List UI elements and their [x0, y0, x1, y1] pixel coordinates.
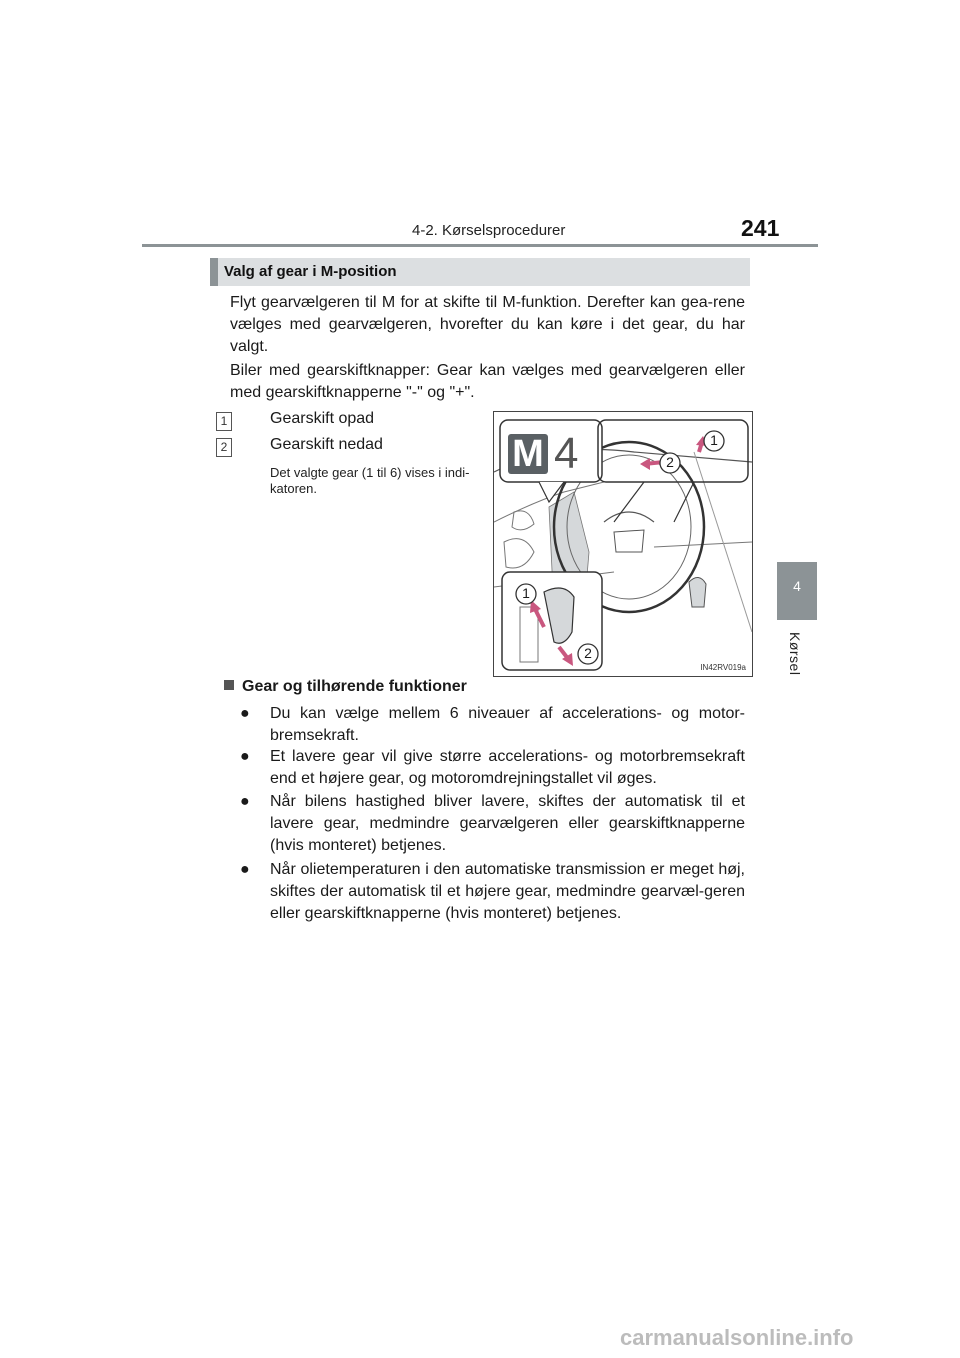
list-item [240, 791, 745, 857]
section-title: 4-2. Kørselsprocedurer [412, 222, 566, 239]
callout-number: 2 [666, 454, 674, 470]
item-label: Gearskift nedad [270, 436, 383, 453]
list-item [240, 703, 745, 747]
bullet-text: Du kan vælge mellem 6 niveauer af accelerations- og motor-bremsekraft. [270, 705, 745, 744]
intro-paragraph: Flyt gearvælgeren til M for at skifte til M-funktion. Derefter kan gea-rene vælges med gearvælgeren, hvorefter du kan køre i det gear, du har valgt. [230, 294, 745, 355]
display-digit: 4 [554, 429, 579, 478]
display-letter: M [512, 433, 544, 475]
list-item [240, 746, 745, 790]
callout-number: 2 [584, 645, 592, 661]
bullet-icon: ● [240, 705, 250, 722]
chapter-tab-label: Kørsel [787, 632, 803, 676]
bullet-text: Når olietemperaturen i den automatiske transmission er meget høj, skiftes der automatisk til et højere gear, medmindre gearvæl-geren eller gearskiftknapperne (hvis monteret) betjenes. [270, 861, 745, 922]
callout-number: 1 [522, 585, 530, 601]
bullet-text: Når bilens hastighed bliver lavere, skiftes der automatisk til et lavere gear, medmindre gearvælgeren eller gearskiftknapperne (hvis monteret) betjenes. [270, 793, 745, 854]
list-item [240, 859, 745, 925]
page-number: 241 [741, 215, 780, 241]
chapter-tab-number: 4 [793, 578, 801, 594]
gear-illustration [493, 411, 753, 677]
callout-number: 1 [710, 432, 718, 448]
watermark: carmanualsonline.info [620, 1325, 854, 1350]
buttons-paragraph: Biler med gearskiftknapper: Gear kan vælges med gearvælgeren eller med gearskiftknapperne "-" og "+". [230, 362, 745, 401]
subheading [224, 678, 467, 696]
bullet-text: Et lavere gear vil give større accelerations- og motorbremsekraft end et højere gear, og motoromdrejningstallet vil øges. [270, 748, 745, 787]
item-number-box: 2 [216, 438, 232, 457]
item-number-box: 1 [216, 412, 232, 431]
item-label: Gearskift opad [270, 410, 375, 427]
indicator-note: Det valgte gear (1 til 6) vises i indi-katoren. [270, 465, 470, 496]
section-heading: Valg af gear i M-position [224, 263, 397, 280]
bullet-icon: ● [240, 793, 250, 810]
subheading-text: Gear og tilhørende funktioner [242, 678, 467, 695]
figure-code: IN42RV019a [700, 663, 746, 672]
bullet-icon: ● [240, 861, 250, 878]
header-rule [142, 244, 818, 247]
bullet-icon: ● [240, 748, 250, 765]
square-bullet-icon [224, 680, 234, 690]
